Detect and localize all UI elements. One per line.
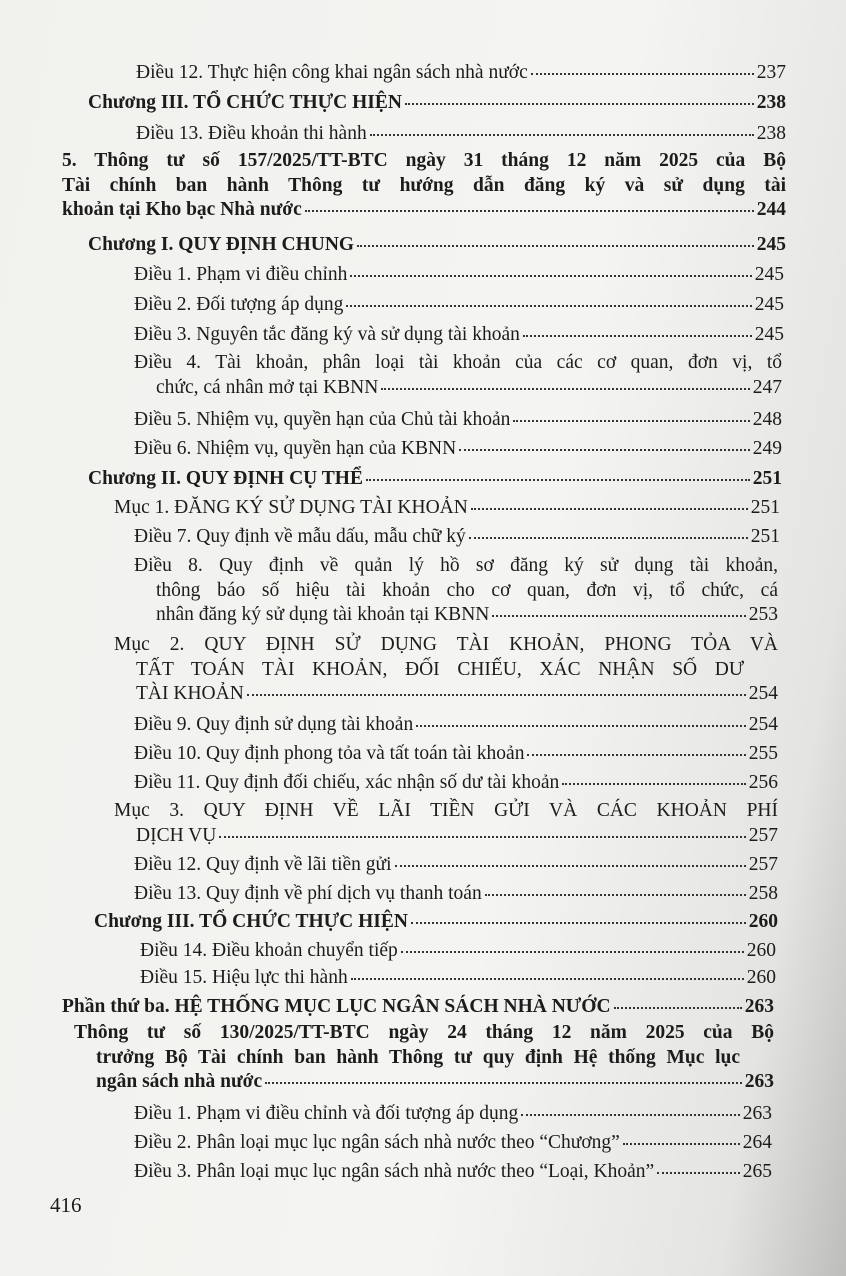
toc-page-ref: 263 — [744, 996, 774, 1017]
toc-entry-line: Mục 2. QUY ĐỊNH SỬ DỤNG TÀI KHOẢN, PHONG TỎA VÀ — [114, 634, 778, 655]
dot-leader — [657, 1171, 740, 1174]
toc-page-ref: 248 — [752, 409, 782, 430]
toc-entry-dieu-5-b — [134, 408, 782, 433]
toc-entry-dieu-9-b — [134, 713, 778, 738]
toc-entry-dieu-4-b — [134, 351, 782, 400]
toc-entry-title: DỊCH VỤ — [136, 824, 217, 846]
toc-page-ref: 251 — [750, 526, 780, 547]
toc-page-ref: 254 — [748, 714, 778, 735]
toc-entry-dieu-11-b — [134, 771, 778, 796]
toc-entry-dieu-15-b — [140, 966, 776, 991]
toc-entry-title: Điều 2. Đối tượng áp dụng — [134, 294, 344, 315]
dot-leader — [351, 977, 744, 980]
dot-leader — [523, 334, 752, 337]
toc-entry-title: nhân đăng ký sử dụng tài khoản tại KBNN — [156, 604, 490, 625]
dot-leader — [513, 419, 749, 422]
toc-entry-title: Điều 12. Quy định về lãi tiền gửi — [134, 854, 392, 875]
toc-entry-item-5 — [62, 149, 786, 223]
toc-entry-dieu-13-a — [136, 122, 786, 147]
toc-entry-title: Điều 3. Nguyên tắc đăng ký và sử dụng tài khoản — [134, 324, 520, 345]
toc-entry-chuong-3-b — [94, 910, 778, 935]
toc-page-ref: 265 — [742, 1161, 772, 1182]
toc-page-ref: 260 — [746, 940, 776, 961]
toc-entry-title: chức, cá nhân mở tại KBNN — [156, 376, 379, 398]
toc-entry-dieu-1-c — [134, 1102, 772, 1127]
toc-page-ref: 253 — [748, 604, 778, 625]
toc-page-ref: 258 — [748, 883, 778, 904]
toc-page-ref: 256 — [748, 772, 778, 793]
toc-entry-title: Điều 1. Phạm vi điều chỉnh — [134, 264, 348, 285]
toc-page-ref: 264 — [742, 1132, 772, 1153]
toc-entry-line: thông báo số hiệu tài khoản cho cơ quan, đơn vị, tổ chức, cá — [156, 579, 778, 601]
toc-entry-chuong-1-b — [88, 233, 786, 258]
toc-entry-line: Điều 8. Quy định về quản lý hồ sơ đăng ký sử dụng tài khoản, — [134, 555, 778, 576]
toc-entry-phan-3 — [62, 995, 774, 1020]
dot-leader — [459, 448, 750, 451]
toc-entry-title: Điều 6. Nhiệm vụ, quyền hạn của KBNN — [134, 438, 457, 459]
toc-page-ref: 245 — [756, 234, 786, 255]
toc-entry-title: Chương III. TỔ CHỨC THỰC HIỆN — [88, 92, 402, 113]
toc-entry-title: ngân sách nhà nước — [96, 1071, 263, 1092]
toc-entry-dieu-14-b — [140, 939, 776, 964]
toc-entry-chuong-2-b — [88, 467, 782, 492]
dot-leader — [485, 893, 746, 896]
dot-leader — [370, 133, 754, 136]
toc-entry-title: Điều 3. Phân loại mục lục ngân sách nhà nước theo “Loại, Khoản” — [134, 1161, 655, 1182]
toc-entry-title: Điều 5. Nhiệm vụ, quyền hạn của Chủ tài khoản — [134, 409, 511, 430]
toc-entry-title: Điều 15. Hiệu lực thi hành — [140, 967, 348, 988]
toc-page-ref: 247 — [752, 376, 782, 398]
dot-leader — [623, 1142, 740, 1145]
toc-entry-title: Chương III. TỔ CHỨC THỰC HIỆN — [94, 911, 408, 932]
toc-entry-line: trưởng Bộ Tài chính ban hành Thông tư quy định Hệ thống Mục lục — [96, 1046, 740, 1068]
toc-entry-thong-tu-130 — [74, 1021, 774, 1095]
toc-page-ref: 245 — [754, 294, 784, 315]
dot-leader — [305, 209, 754, 212]
toc-entry-title: Điều 9. Quy định sử dụng tài khoản — [134, 714, 414, 735]
dot-leader — [411, 921, 746, 924]
dot-leader — [381, 387, 749, 390]
toc-entry-title: Phần thứ ba. HỆ THỐNG MỤC LỤC NGÂN SÁCH NHÀ NƯỚC — [62, 996, 611, 1017]
toc-page-ref: 260 — [746, 967, 776, 988]
toc-entry-muc-2 — [114, 633, 778, 707]
toc-page-ref: 238 — [756, 123, 786, 144]
toc-entry-title: Điều 10. Quy định phong tỏa và tất toán tài khoản — [134, 743, 525, 764]
toc-entry-title: Chương I. QUY ĐỊNH CHUNG — [88, 234, 355, 255]
toc-entry-title: khoản tại Kho bạc Nhà nước — [62, 199, 302, 220]
toc-entry-line: 5. Thông tư số 157/2025/TT-BTC ngày 31 tháng 12 năm 2025 của Bộ — [62, 150, 786, 171]
toc-entry-chuong-3-a — [88, 91, 786, 116]
toc-entry-line: Điều 4. Tài khoản, phân loại tài khoản của các cơ quan, đơn vị, tổ — [134, 352, 782, 373]
toc-page-ref: 255 — [748, 743, 778, 764]
dot-leader — [521, 1113, 739, 1116]
dot-leader — [416, 724, 746, 727]
toc-entry-title: TÀI KHOẢN — [136, 683, 244, 704]
toc-page-ref: 245 — [754, 324, 784, 345]
toc-page-ref: 263 — [742, 1103, 772, 1124]
toc-entry-dieu-10-b — [134, 742, 778, 767]
toc-entry-title: Điều 13. Điều khoản thi hành — [136, 123, 367, 144]
toc-page-ref: 257 — [748, 824, 778, 846]
toc-page-ref: 263 — [744, 1071, 774, 1092]
toc-entry-dieu-8-b — [134, 554, 778, 628]
dot-leader — [265, 1081, 742, 1084]
dot-leader — [492, 614, 745, 617]
toc-entry-dieu-12-b — [134, 853, 778, 878]
toc-entry-line: Tài chính ban hành Thông tư hướng dẫn đăng ký và sử dụng tài — [62, 174, 786, 196]
toc-entry-dieu-13-b — [134, 882, 778, 907]
toc-page-ref: 249 — [752, 438, 782, 459]
dot-leader — [346, 304, 751, 307]
toc-page-ref: 257 — [748, 854, 778, 875]
toc-page-ref: 237 — [756, 62, 786, 83]
toc-page-ref: 238 — [756, 92, 786, 113]
toc-page-ref: 244 — [756, 199, 786, 220]
dot-leader — [247, 693, 746, 696]
toc-entry-line: Mục 3. QUY ĐỊNH VỀ LÃI TIỀN GỬI VÀ CÁC KHOẢN PHÍ — [114, 800, 778, 821]
toc-entry-muc-1 — [114, 496, 780, 521]
toc-page-ref: 254 — [748, 683, 778, 704]
dot-leader — [357, 244, 754, 247]
toc-entry-title: Điều 1. Phạm vi điều chỉnh và đối tượng áp dụng — [134, 1103, 519, 1124]
dot-leader — [527, 753, 745, 756]
toc-entry-title: Điều 13. Quy định về phí dịch vụ thanh toán — [134, 883, 482, 904]
toc-page-ref: 245 — [754, 264, 784, 285]
dot-leader — [219, 835, 745, 838]
toc-page-ref: 251 — [750, 497, 780, 518]
dot-leader — [471, 507, 748, 510]
dot-leader — [395, 864, 746, 867]
toc-entry-dieu-3-b — [134, 323, 784, 348]
toc-entry-line: Thông tư số 130/2025/TT-BTC ngày 24 tháng 12 năm 2025 của Bộ — [74, 1022, 774, 1043]
toc-entry-dieu-2-c — [134, 1131, 772, 1156]
page-number: 416 — [50, 1193, 82, 1217]
toc-entry-title: Điều 2. Phân loại mục lục ngân sách nhà nước theo “Chương” — [134, 1132, 620, 1153]
toc-entry-dieu-3-c — [134, 1160, 772, 1185]
dot-leader — [350, 274, 751, 277]
dot-leader — [469, 536, 748, 539]
toc-entry-dieu-12-a — [136, 61, 786, 86]
dot-leader — [531, 72, 754, 75]
toc-entry-title: Chương II. QUY ĐỊNH CỤ THỂ — [88, 468, 363, 489]
toc-entry-title: Mục 1. ĐĂNG KÝ SỬ DỤNG TÀI KHOẢN — [114, 497, 468, 518]
toc-entry-dieu-1-b — [134, 263, 784, 288]
toc-entry-dieu-6-b — [134, 437, 782, 462]
toc-entry-dieu-2-b — [134, 293, 784, 318]
toc-entry-title: Điều 7. Quy định về mẫu dấu, mẫu chữ ký — [134, 526, 466, 547]
toc-page-ref: 251 — [752, 468, 782, 489]
toc-entry-dieu-7-b — [134, 525, 780, 550]
dot-leader — [562, 782, 746, 785]
toc-entry-muc-3 — [114, 799, 778, 848]
dot-leader — [366, 478, 750, 481]
dot-leader — [405, 102, 754, 105]
toc-entry-title: Điều 12. Thực hiện công khai ngân sách nhà nước — [136, 62, 528, 83]
toc-entry-title: Điều 14. Điều khoản chuyển tiếp — [140, 940, 398, 961]
toc-entry-line: TẤT TOÁN TÀI KHOẢN, ĐỐI CHIẾU, XÁC NHẬN SỐ DƯ — [136, 658, 744, 680]
toc-entry-title: Điều 11. Quy định đối chiếu, xác nhận số dư tài khoản — [134, 772, 560, 793]
dot-leader — [401, 950, 744, 953]
toc-page-ref: 260 — [748, 911, 778, 932]
dot-leader — [614, 1006, 742, 1009]
